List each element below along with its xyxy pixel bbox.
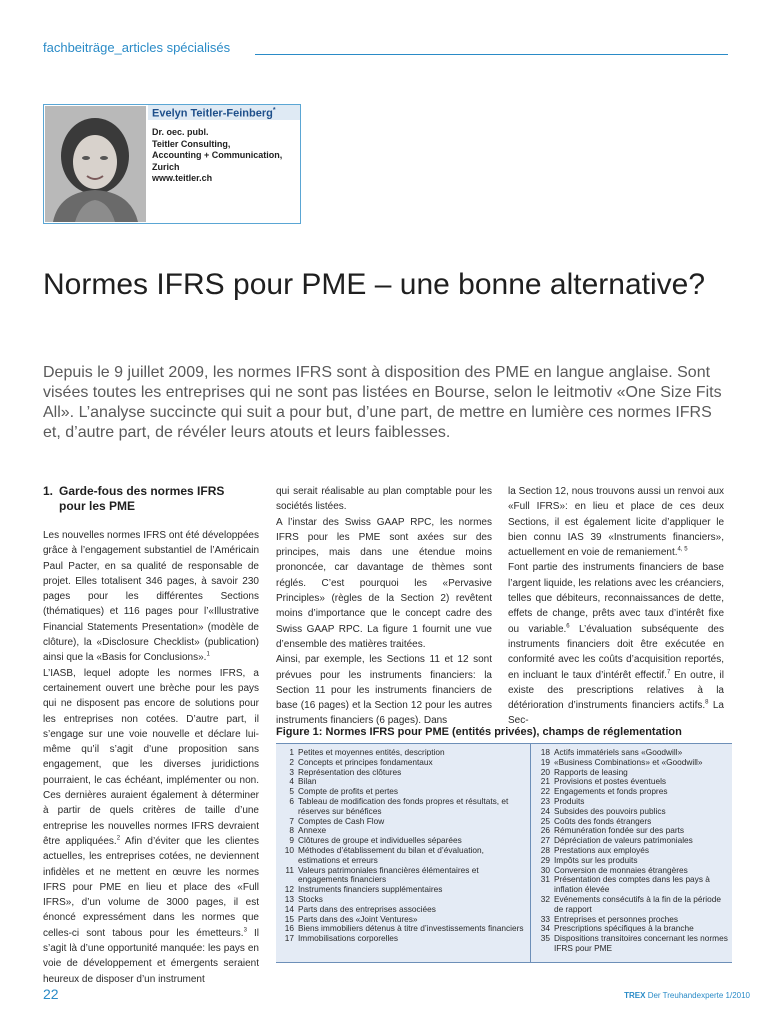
author-portrait-photo <box>45 106 146 222</box>
figure-item-number: 5 <box>289 786 294 797</box>
figure-item-text: Provisions et postes éventuels <box>554 776 667 787</box>
figure-list-right <box>536 748 728 954</box>
figure-list-item <box>280 768 526 778</box>
figure-item-number: 30 <box>540 864 550 875</box>
figure-item-text: Présentation des comptes dans les pays à inflation élevée <box>554 874 710 895</box>
figure-item-text: Rapports de leasing <box>554 766 628 777</box>
figure-item-number: 16 <box>284 923 294 934</box>
figure-item-number: 17 <box>284 933 294 944</box>
figure-item-text: Rémunération fondée sur des parts <box>554 825 685 836</box>
figure-item-number: 14 <box>284 903 294 914</box>
author-details <box>152 127 300 185</box>
author-website: www.teitler.ch <box>152 173 213 183</box>
figure-list-item <box>536 934 728 954</box>
author-company: Teitler Consulting, <box>152 138 231 149</box>
figure-item-text: Compte de profits et pertes <box>298 786 399 797</box>
figure-item-text: Prestations aux employés <box>554 844 650 855</box>
author-company-line2: Accounting + Communication, Zurich <box>152 150 283 172</box>
figure-caption: Figure 1: Normes IFRS pour PME (entités privées), champs de réglementation <box>276 726 682 738</box>
paragraph: qui serait réalisable au plan comptable pour les sociétés listées. <box>276 486 492 513</box>
figure-item-text: Produits <box>554 795 585 806</box>
figure-item-number: 13 <box>284 893 294 904</box>
figure-item-number: 19 <box>540 756 550 767</box>
figure-item-number: 34 <box>540 923 550 934</box>
figure-list-item <box>280 846 526 866</box>
figure-item-text: Coûts des fonds étrangers <box>554 815 652 826</box>
figure-divider <box>530 744 531 962</box>
figure-item-text: Evénements consécutifs à la fin de la période de rapport <box>554 893 721 914</box>
figure-item-text: Conversion de monnaies étrangères <box>554 864 688 875</box>
figure-item-text: Annexe <box>298 825 327 836</box>
publication-footer: TREX Der Treuhandexperte 1/2010 <box>624 991 750 1000</box>
figure-item-number: 22 <box>540 786 550 797</box>
figure-item-text: Méthodes d’établissement du bilan et d’évaluation, estimations et erreurs <box>298 844 484 865</box>
figure-item-number: 6 <box>289 795 294 806</box>
paragraph: Font partie des instruments financiers de base l’argent liquide, les relations avec les créanciers, telles que débiteurs, reconnaissances de dette, effets de change, prêts avec taux d’intérêt fixe ou variable.$^6$ L’évaluation subséquente des instruments financiers doit être exécutée en conformité avec les coûts d’acquisition reportés, en incluant le taux d’intérêt effectif.$^7$ En outre, il existe des prescriptions relatives à la détérioration d’instruments financiers actifs.$^8$ La Sec- <box>508 562 724 727</box>
header-rule <box>255 54 728 55</box>
figure-item-text: Comptes de Cash Flow <box>298 815 385 826</box>
figure-item-text: Dispositions transitoires concernant les normes IFRS pour PME <box>554 933 728 953</box>
paragraph: A l’instar des Swiss GAAP RPC, les normes IFRS pour les PME sont axées sur des principes, mais dans une étendue moins prononcée, car davantage de thèmes sont réglés. C’est pourquoi les «Pervasive Principles» (règles de la Section 2) revêtent moins d’importance que le concept cadre des Swiss GAAP RPC. La figure 1 fournit une vue d’ensemble des matières traitées. <box>276 516 492 650</box>
figure-item-number: 10 <box>284 844 294 855</box>
figure-item-text: Biens immobiliers détenus à titre d’investissements financiers <box>298 923 524 934</box>
paragraph: Ainsi, par exemple, les Sections 11 et 12 sont prévues pour les instruments financiers: la Section 11 pour les instruments financiers de base (16 pages) et la Section 12 pour les autres instruments financiers (6 pages). Dans <box>276 654 492 727</box>
figure-item-number: 3 <box>289 766 294 777</box>
author-degree: Dr. oec. publ. <box>152 127 209 137</box>
figure-list-item <box>280 797 526 817</box>
paragraph: Les nouvelles normes IFRS ont été développées grâce à l’engagement substantiel de l’Américain Paul Pacter, en sa qualité de responsable de projet. Elles totalisent 346 pages, à savoir 230 pages pour les différentes Sections (thématiques) et 116 pages pour l’«Illustrative Financial Statements Presentation» (modèle de clôture), la «Disclosure Checklist» (publication) ainsi que la «Basis for Conclusions».$^1$ <box>43 530 259 664</box>
figure-item-number: 1 <box>289 747 294 757</box>
figure-box <box>276 743 732 963</box>
figure-item-text: Parts dans des «Joint Ventures» <box>298 913 418 924</box>
figure-item-text: Concepts et principes fondamentaux <box>298 756 433 767</box>
figure-item-text: Impôts sur les produits <box>554 854 638 865</box>
figure-list-item <box>536 895 728 915</box>
figure-item-number: 18 <box>540 747 550 757</box>
paragraph: L’IASB, lequel adopte les normes IFRS, a certainement ouvert une brèche pour les pays qui ne disposent pas encore de solutions pour les entreprises non cotées. D’autre part, il s’engage sur une voie nouvelle et déclare lui-même qu’il s’agit d’une proposition sans engagement, que les diverses juridictions pourraient, le cas échéant, implémenter ou non. Ces dernières auraient également à déterminer à partir de quels critères de taille d’une entreprise les nouvelles normes IFRS devraient être appliquées.$^2$ Afin d’éviter que les clientes actuelles, les entreprises cotées, ne deviennent infidèles et ne mettent en œuvre les normes IFRS pour PME en lieu et place des «Full IFRS», d’un volume de 3000 pages, il est énoncé expressément dans les normes que celles-ci sont tabous pour les émetteurs.$^3$ Il s’agit là d’une opportunité manquée: les pays en voie de développement et émergents seraient heureux de disposer d’un instrument <box>43 667 259 985</box>
figure-item-number: 20 <box>540 766 550 777</box>
figure-item-number: 23 <box>540 795 550 806</box>
figure-item-text: Prescriptions spécifiques à la branche <box>554 923 694 934</box>
figure-item-text: Bilan <box>298 776 317 787</box>
body-column-1 <box>43 528 259 987</box>
paragraph: la Section 12, nous trouvons aussi un renvoi aux «Full IFRS»: en lieu et place de ces deux Sections, il est également licite d’appliquer le bien connu IAS 39 «Instruments financiers», actuellement en voie de remaniement.$^{4, 5}$ <box>508 486 724 559</box>
figure-item-text: Stocks <box>298 893 323 904</box>
figure-item-text: Clôtures de groupe et individuelles séparées <box>298 835 462 846</box>
figure-item-number: 15 <box>284 913 294 924</box>
figure-item-number: 33 <box>540 913 550 924</box>
figure-item-text: Dépréciation de valeurs patrimoniales <box>554 835 693 846</box>
figure-item-number: 32 <box>540 893 550 904</box>
figure-item-number: 9 <box>289 835 294 846</box>
figure-item-number: 2 <box>289 756 294 767</box>
author-name: Evelyn Teitler-Feinberg* <box>152 107 276 120</box>
figure-item-number: 24 <box>540 805 550 816</box>
author-box <box>43 104 301 224</box>
figure-item-text: Actifs immatériels sans «Goodwill» <box>554 747 683 757</box>
figure-item-number: 25 <box>540 815 550 826</box>
figure-list-item <box>280 934 526 944</box>
figure-item-text: Parts dans des entreprises associées <box>298 903 436 914</box>
figure-item-number: 31 <box>540 874 550 885</box>
figure-item-text: Tableau de modification des fonds propres et résultats, et réserves sur bénéfices <box>298 795 509 816</box>
figure-item-text: Immobilisations corporelles <box>298 933 399 944</box>
figure-item-text: Instruments financiers supplémentaires <box>298 884 443 895</box>
section-heading: 1. Garde-fous des normes IFRS pour les PME <box>43 484 225 513</box>
figure-item-number: 35 <box>540 933 550 944</box>
figure-item-text: Représentation des clôtures <box>298 766 402 777</box>
article-lead: Depuis le 9 juillet 2009, les normes IFRS sont à disposition des PME en langue anglaise. Sont visées toutes les entreprises qui ne sont pas listées en Bourse, selon le leitmotiv «One Size Fits All». L’analyse succincte qui suit a pour but, d’une part, de mettre en lumière ces normes IFRS et, d’autre part, de révéler leurs atouts et leurs faiblesses. <box>43 364 722 441</box>
figure-list-item <box>536 875 728 895</box>
figure-item-number: 21 <box>540 776 550 787</box>
article-title: Normes IFRS pour PME – une bonne alternative? <box>43 268 706 301</box>
figure-item-number: 26 <box>540 825 550 836</box>
section-tag: fachbeiträge_articles spécialisés <box>43 40 231 55</box>
figure-item-number: 8 <box>289 825 294 836</box>
figure-item-text: Subsides des pouvoirs publics <box>554 805 666 816</box>
figure-item-text: Valeurs patrimoniales financières élémentaires et engagements financiers <box>298 864 479 885</box>
figure-item-text: Petites et moyennes entités, description <box>298 747 445 757</box>
figure-item-text: Engagements et fonds propres <box>554 786 668 797</box>
figure-list-left <box>280 748 526 944</box>
figure-item-text: «Business Combinations» et «Goodwill» <box>554 756 703 767</box>
figure-item-number: 29 <box>540 854 550 865</box>
figure-item-number: 4 <box>289 776 294 787</box>
body-column-3 <box>508 484 724 729</box>
figure-list-item <box>280 866 526 886</box>
figure-item-number: 27 <box>540 835 550 846</box>
page-number: 22 <box>43 986 59 1002</box>
body-column-2 <box>276 484 492 729</box>
figure-item-text: Entreprises et personnes proches <box>554 913 679 924</box>
figure-item-number: 11 <box>285 864 294 875</box>
figure-item-number: 7 <box>289 815 294 826</box>
figure-item-number: 28 <box>540 844 550 855</box>
figure-item-number: 12 <box>284 884 294 895</box>
